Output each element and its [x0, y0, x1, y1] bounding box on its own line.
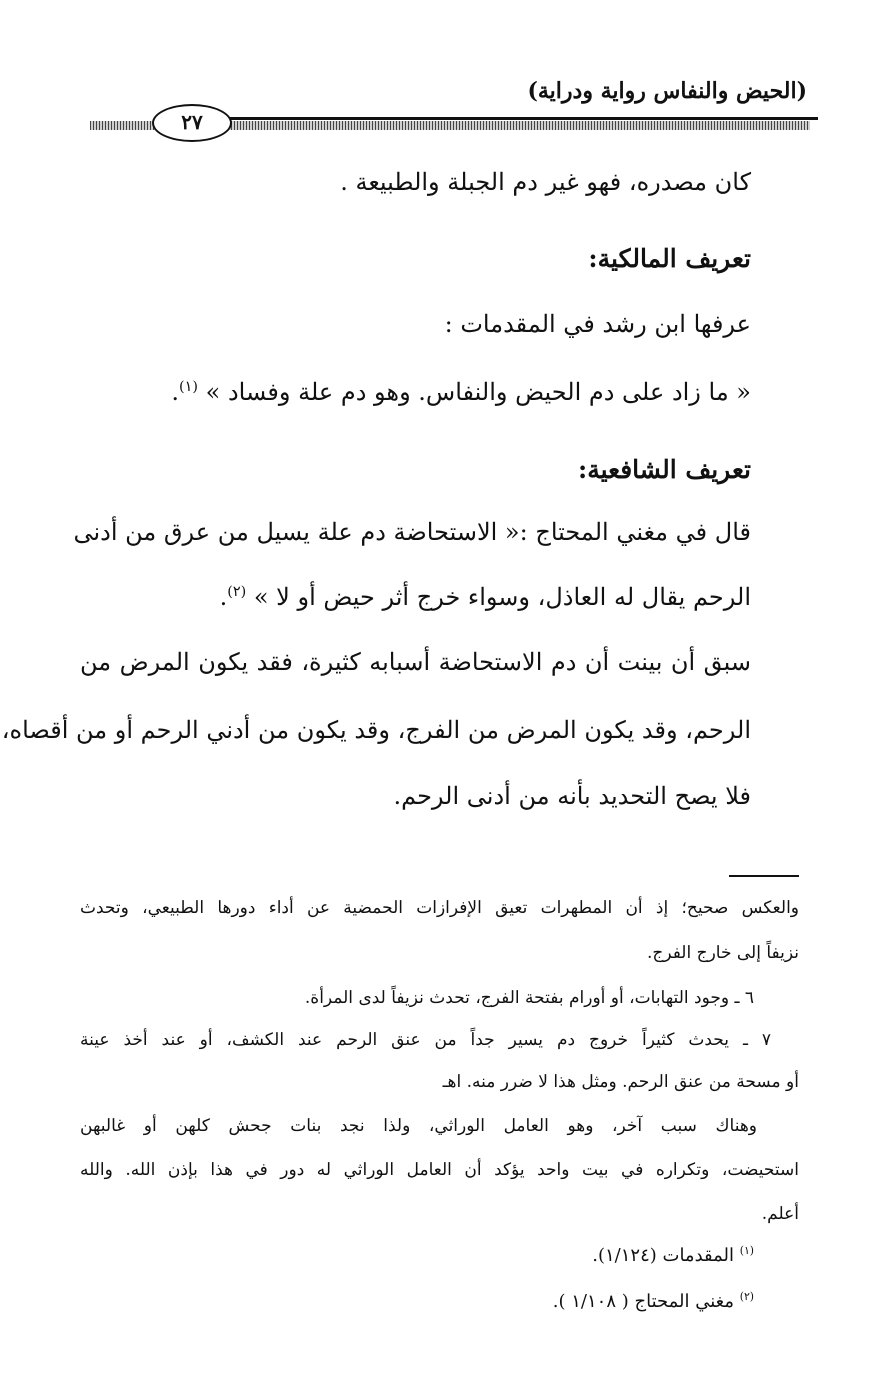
footnote-line: أو مسحة من عنق الرحم. ومثل هذا لا ضرر منه. اهـ [442, 1072, 799, 1092]
reference-2 [80, 1290, 754, 1312]
footnote-line: ٧ ـ يحدث كثيراً خروج دم يسير جداً من عنق الرحم عند الكشف، أو عند أخذ عينة [80, 1030, 771, 1050]
section-heading-shafii: تعريف الشافعية: [577, 455, 751, 484]
quote-line [80, 583, 751, 611]
quote-line [80, 378, 751, 406]
reference-1-mark: (١) [739, 1244, 754, 1257]
section-heading-maliki: تعريف المالكية: [588, 244, 751, 273]
running-header-title: (الحيض والنفاس رواية ودراية) [527, 78, 807, 104]
footnote-line: استحيضت، وتكراره في بيت واحد يؤكد أن العامل الوراثي له دور في هذا بإذن الله. والله [80, 1160, 799, 1180]
body-line: قال في مغني المحتاج :« الاستحاضة دم علة يسيل من عرق من أدنى [73, 518, 751, 546]
footnote-line: نزيفاً إلى خارج الفرج. [646, 943, 799, 963]
reference-2-text: مغني المحتاج ( ١/١٠٨ ). [552, 1291, 735, 1312]
reference-1-text: المقدمات (١/١٢٤). [592, 1245, 735, 1266]
footnote-ref-1: (١) [179, 379, 199, 395]
reference-1 [80, 1244, 754, 1266]
body-line: الرحم، وقد يكون المرض من الفرج، وقد يكون من أدني الرحم أو من أقصاه، [1, 716, 751, 744]
quote-period: . [219, 583, 228, 611]
footnote-line: ٦ ـ وجود التهابات، أو أورام بفتحة الفرج، تحدث نزيفاً لدى المرأة. [304, 988, 754, 1008]
footnote-separator [729, 875, 799, 877]
body-line: فلا يصح التحديد بأنه من أدنى الرحم. [393, 782, 751, 810]
page-number: ٢٧ [152, 104, 232, 142]
body-line: عرفها ابن رشد في المقدمات : [444, 310, 751, 338]
footnote-ref-2: (٢) [227, 584, 247, 600]
quote-period: . [171, 378, 180, 406]
body-line: كان مصدره، فهو غير دم الجبلة والطبيعة . [340, 168, 751, 196]
quote-text: الرحم يقال له العاذل، وسواء خرج أثر حيض أو لا » [253, 583, 751, 611]
footnote-line: أعلم. [761, 1204, 799, 1224]
footnote-line: والعكس صحيح؛ إذ أن المطهرات تعيق الإفرازات الحمضية عن أداء دورها الطبيعي، وتحدث [80, 898, 799, 918]
body-line: سبق أن بينت أن دم الاستحاضة أسبابه كثيرة، فقد يكون المرض من [80, 648, 751, 676]
reference-2-mark: (٢) [739, 1290, 754, 1303]
footnote-line: وهناك سبب آخر، وهو العامل الوراثي، ولذا نجد بنات جحش كلهن أو غالبهن [80, 1116, 757, 1136]
header-rule-line [228, 117, 818, 120]
quote-text: « ما زاد على دم الحيض والنفاس. وهو دم علة وفساد » [205, 378, 751, 406]
